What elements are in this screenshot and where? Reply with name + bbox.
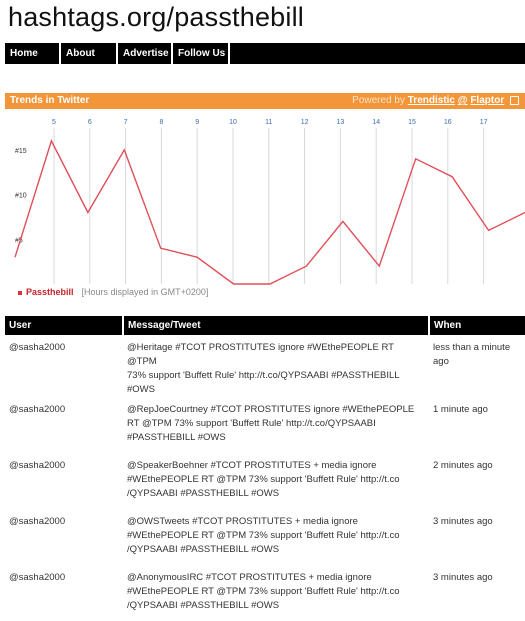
- legend-series-label: Passthebill: [26, 287, 74, 297]
- tweet-user[interactable]: @sasha2000: [9, 460, 66, 471]
- when-line: less than a minute: [433, 342, 511, 353]
- x-tick-label: 5: [52, 119, 56, 126]
- x-tick-label: 9: [195, 119, 200, 126]
- x-tick-label: 8: [159, 119, 164, 126]
- powered-by: [352, 93, 519, 109]
- flaptor-link[interactable]: Flaptor: [470, 95, 505, 106]
- tweet-when: [429, 335, 525, 397]
- tweet-message: [123, 509, 429, 565]
- table-row: [5, 335, 525, 397]
- tweet-line: @SpeakerBoehner #TCOT PROSTITUTES + media ignore: [127, 460, 377, 471]
- nav-advertise[interactable]: Advertise: [118, 43, 173, 64]
- trends-title: Trends in Twitter: [10, 95, 90, 106]
- tweet-line: @RepJoeCourtney #TCOT PROSTITUTES ignore #WEthePEOPLE: [127, 404, 415, 415]
- powered-separator: @: [457, 95, 468, 106]
- y-tick-label: #15: [15, 147, 27, 155]
- tweet-line: #WEthePEOPLE RT @TPM 73% support 'Buffett Rule' http://t.co: [127, 530, 400, 541]
- site-title: hashtags.org/passthebill: [8, 2, 304, 32]
- x-tick-label: 15: [408, 119, 416, 126]
- legend-timezone-note: [Hours displayed in GMT+0200]: [81, 287, 209, 297]
- tweet-message: [123, 565, 429, 621]
- legend-swatch: [18, 291, 22, 295]
- series-line: [15, 141, 525, 284]
- trends-header: [5, 93, 525, 109]
- tweet-line: @AnonymousIRC #TCOT PROSTITUTES + media ignore: [127, 572, 372, 583]
- table-row: [5, 397, 525, 453]
- tweet-when: 1 minute ago: [433, 404, 488, 415]
- tweet-message: [123, 453, 429, 509]
- tweet-user[interactable]: @sasha2000: [9, 516, 66, 527]
- header-when: When: [429, 316, 525, 335]
- table-row: [5, 509, 525, 565]
- tweet-user[interactable]: @sasha2000: [9, 404, 66, 415]
- tweet-line: RT @TPM 73% support 'Buffett Rule' http://t.co/QYPSAABI: [127, 418, 376, 429]
- tweet-line: /QYPSAABI #PASSTHEBILL #OWS: [127, 488, 280, 499]
- tweet-user[interactable]: @sasha2000: [9, 572, 66, 583]
- external-link-icon[interactable]: [510, 96, 519, 105]
- tweet-line: #WEthePEOPLE RT @TPM 73% support 'Buffett Rule' http://t.co: [127, 474, 400, 485]
- x-tick-label: 7: [123, 119, 128, 126]
- tweet-line: #PASSTHEBILL #OWS: [127, 432, 226, 443]
- tweet-when: 3 minutes ago: [433, 516, 493, 527]
- nav-follow-us[interactable]: Follow Us: [173, 43, 230, 64]
- x-tick-label: 6: [87, 119, 92, 126]
- header-message: Message/Tweet: [123, 316, 429, 335]
- powered-prefix: Powered by: [352, 95, 405, 106]
- header-user: User: [5, 316, 123, 335]
- trend-chart: [0, 110, 525, 288]
- tweet-when: 2 minutes ago: [433, 460, 493, 471]
- tweet-message: [123, 397, 429, 453]
- top-nav: [5, 43, 525, 64]
- nav-home[interactable]: Home: [5, 43, 61, 64]
- tweet-line: /QYPSAABI #PASSTHEBILL #OWS: [127, 600, 280, 611]
- tweet-message: [123, 335, 429, 397]
- tweets-table: [5, 316, 525, 621]
- table-row: [5, 453, 525, 509]
- x-tick-label: 13: [336, 119, 345, 126]
- tweet-line: @Heritage #TCOT PROSTITUTES ignore #WEthePEOPLE RT @TPM: [127, 342, 394, 367]
- y-tick-label: #5: [15, 237, 23, 245]
- x-tick-label: 12: [300, 119, 309, 126]
- x-tick-label: 14: [372, 119, 381, 126]
- x-tick-label: 16: [443, 119, 452, 126]
- tweet-line: #WEthePEOPLE RT @TPM 73% support 'Buffett Rule' http://t.co: [127, 586, 400, 597]
- table-row: [5, 565, 525, 621]
- when-line: ago: [433, 356, 449, 367]
- x-tick-label: 11: [265, 119, 273, 126]
- chart-legend: [18, 287, 208, 297]
- y-tick-label: #10: [15, 192, 27, 200]
- trendistic-link[interactable]: Trendistic: [407, 95, 455, 106]
- tweet-when: 3 minutes ago: [433, 572, 493, 583]
- tweet-user[interactable]: @sasha2000: [9, 342, 66, 353]
- tweet-line: @OWSTweets #TCOT PROSTITUTES + media ignore: [127, 516, 358, 527]
- nav-about[interactable]: About: [61, 43, 118, 64]
- tweet-line: /QYPSAABI #PASSTHEBILL #OWS: [127, 544, 280, 555]
- x-tick-label: 10: [229, 119, 237, 126]
- x-tick-label: 17: [479, 119, 488, 126]
- tweet-line: 73% support 'Buffett Rule' http://t.co/QYPSAABI #PASSTHEBILL #OWS: [127, 370, 400, 395]
